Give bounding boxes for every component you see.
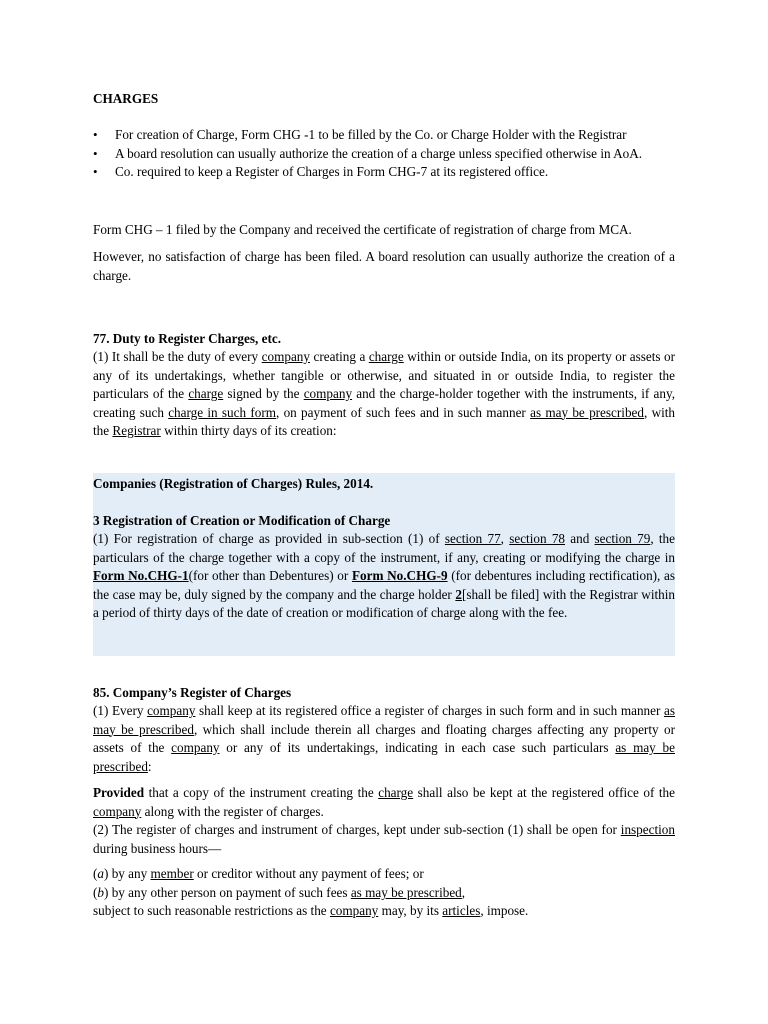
bullet-item: • For creation of Charge, Form CHG -1 to be filled by the Co. or Charge Holder with the Registrar — [93, 126, 675, 145]
link-charge[interactable]: charge — [368, 349, 404, 364]
link-company[interactable]: company — [93, 803, 142, 819]
charges-bullet-list — [93, 126, 675, 182]
link-charge[interactable]: charge — [378, 785, 414, 800]
link-section-79[interactable]: section 79 — [594, 531, 651, 546]
link-footnote-2[interactable]: 2 — [455, 586, 462, 602]
link-section-77[interactable]: section 77 — [444, 531, 501, 546]
rules-heading: Companies (Registration of Charges) Rules, 2014. — [93, 476, 374, 491]
link-as-may-be-prescribed[interactable]: as may be prescribed — [530, 404, 644, 420]
link-charge[interactable]: charge — [188, 386, 224, 401]
link-as-may-be-prescribed[interactable]: as may be prescribed — [93, 740, 675, 774]
link-member[interactable]: member — [150, 866, 194, 881]
rules-subheading: 3 Registration of Creation or Modification of Charge — [93, 513, 391, 528]
section-85-para-1: (1) Every company shall keep at its registered office a register of charges in such form and in such manner as may be prescribed, which shall include therein all charges and floating charges affecting any property or assets of the company or any of its undertakings, indicating in each case such particulars as may be prescribed: — [93, 703, 675, 774]
link-company[interactable]: company — [329, 903, 379, 918]
link-company[interactable]: company — [171, 740, 220, 755]
link-articles[interactable]: articles — [442, 903, 481, 918]
section-85-clause-a: (a) by any member or creditor without any payment of fees; or — [93, 866, 424, 881]
link-charge-in-such-form[interactable]: charge in such form — [168, 404, 277, 420]
section-85-heading: 85. Company’s Register of Charges — [93, 685, 292, 700]
section-85-closing: subject to such reasonable restrictions as the company may, by its articles, impose. — [93, 903, 529, 918]
section-85-para-2: (2) The register of charges and instrument of charges, kept under sub-section (1) shall be open for inspection during business hours— — [93, 822, 675, 856]
charges-paragraph-2: However, no satisfaction of charge has been filed. A board resolution can usually authorize the creation of a charge. — [93, 249, 675, 283]
charges-title: CHARGES — [93, 91, 159, 106]
link-registrar[interactable]: Registrar — [112, 423, 161, 438]
bullet-item: • A board resolution can usually authorize the creation of a charge unless specified otherwise in AoA. — [93, 145, 675, 164]
charges-paragraph-1: Form CHG – 1 filed by the Company and received the certificate of registration of charge from MCA. — [93, 222, 632, 237]
section-77-body: (1) It shall be the duty of every company creating a charge within or outside India, on its property or assets or any of its undertakings, whether tangible or otherwise, and situated in or outside India, to register the particulars of the charge signed by the company and the charge-holder together with the instruments, if any, creating such charge in such form, on payment of such fees and in such manner as may be prescribed, with the Registrar within thirty days of its creation: — [93, 349, 676, 438]
link-as-may-be-prescribed[interactable]: as may be prescribed — [350, 885, 462, 900]
section-77-heading: 77. Duty to Register Charges, etc. — [93, 331, 281, 346]
link-inspection[interactable]: inspection — [620, 822, 675, 837]
bullet-item: • Co. required to keep a Register of Charges in Form CHG-7 at its registered office. — [93, 163, 675, 182]
link-company[interactable]: company — [147, 703, 196, 718]
rules-body: (1) For registration of charge as provided in sub-section (1) of section 77, section 78 and section 79, the particulars of the charge together with a copy of the instrument, if any, creating or modifying the charge in Form No.CHG-1(for other than Debentures) or Form No.CHG-9 (for debentures including rectification), as the case may be, duly signed by the company and the charge holder 2[shall be filed] with the Registrar within a period of thirty days of the date of creation or modification of charge along with the fee. — [93, 531, 676, 620]
section-85-proviso: Provided that a copy of the instrument creating the charge shall also be kept at the registered office of the company along with the register of charges. — [93, 785, 676, 819]
section-85-clause-b: (b) by any other person on payment of such fees as may be prescribed, — [93, 885, 466, 900]
link-section-78[interactable]: section 78 — [509, 531, 566, 546]
link-as-may-be-prescribed[interactable]: as may be prescribed — [93, 703, 675, 737]
link-company[interactable]: company — [261, 349, 310, 364]
link-form-chg-1[interactable]: Form No.CHG-1 — [93, 568, 189, 583]
link-form-chg-9[interactable]: Form No.CHG-9 — [351, 568, 448, 583]
link-company[interactable]: company — [303, 386, 353, 401]
